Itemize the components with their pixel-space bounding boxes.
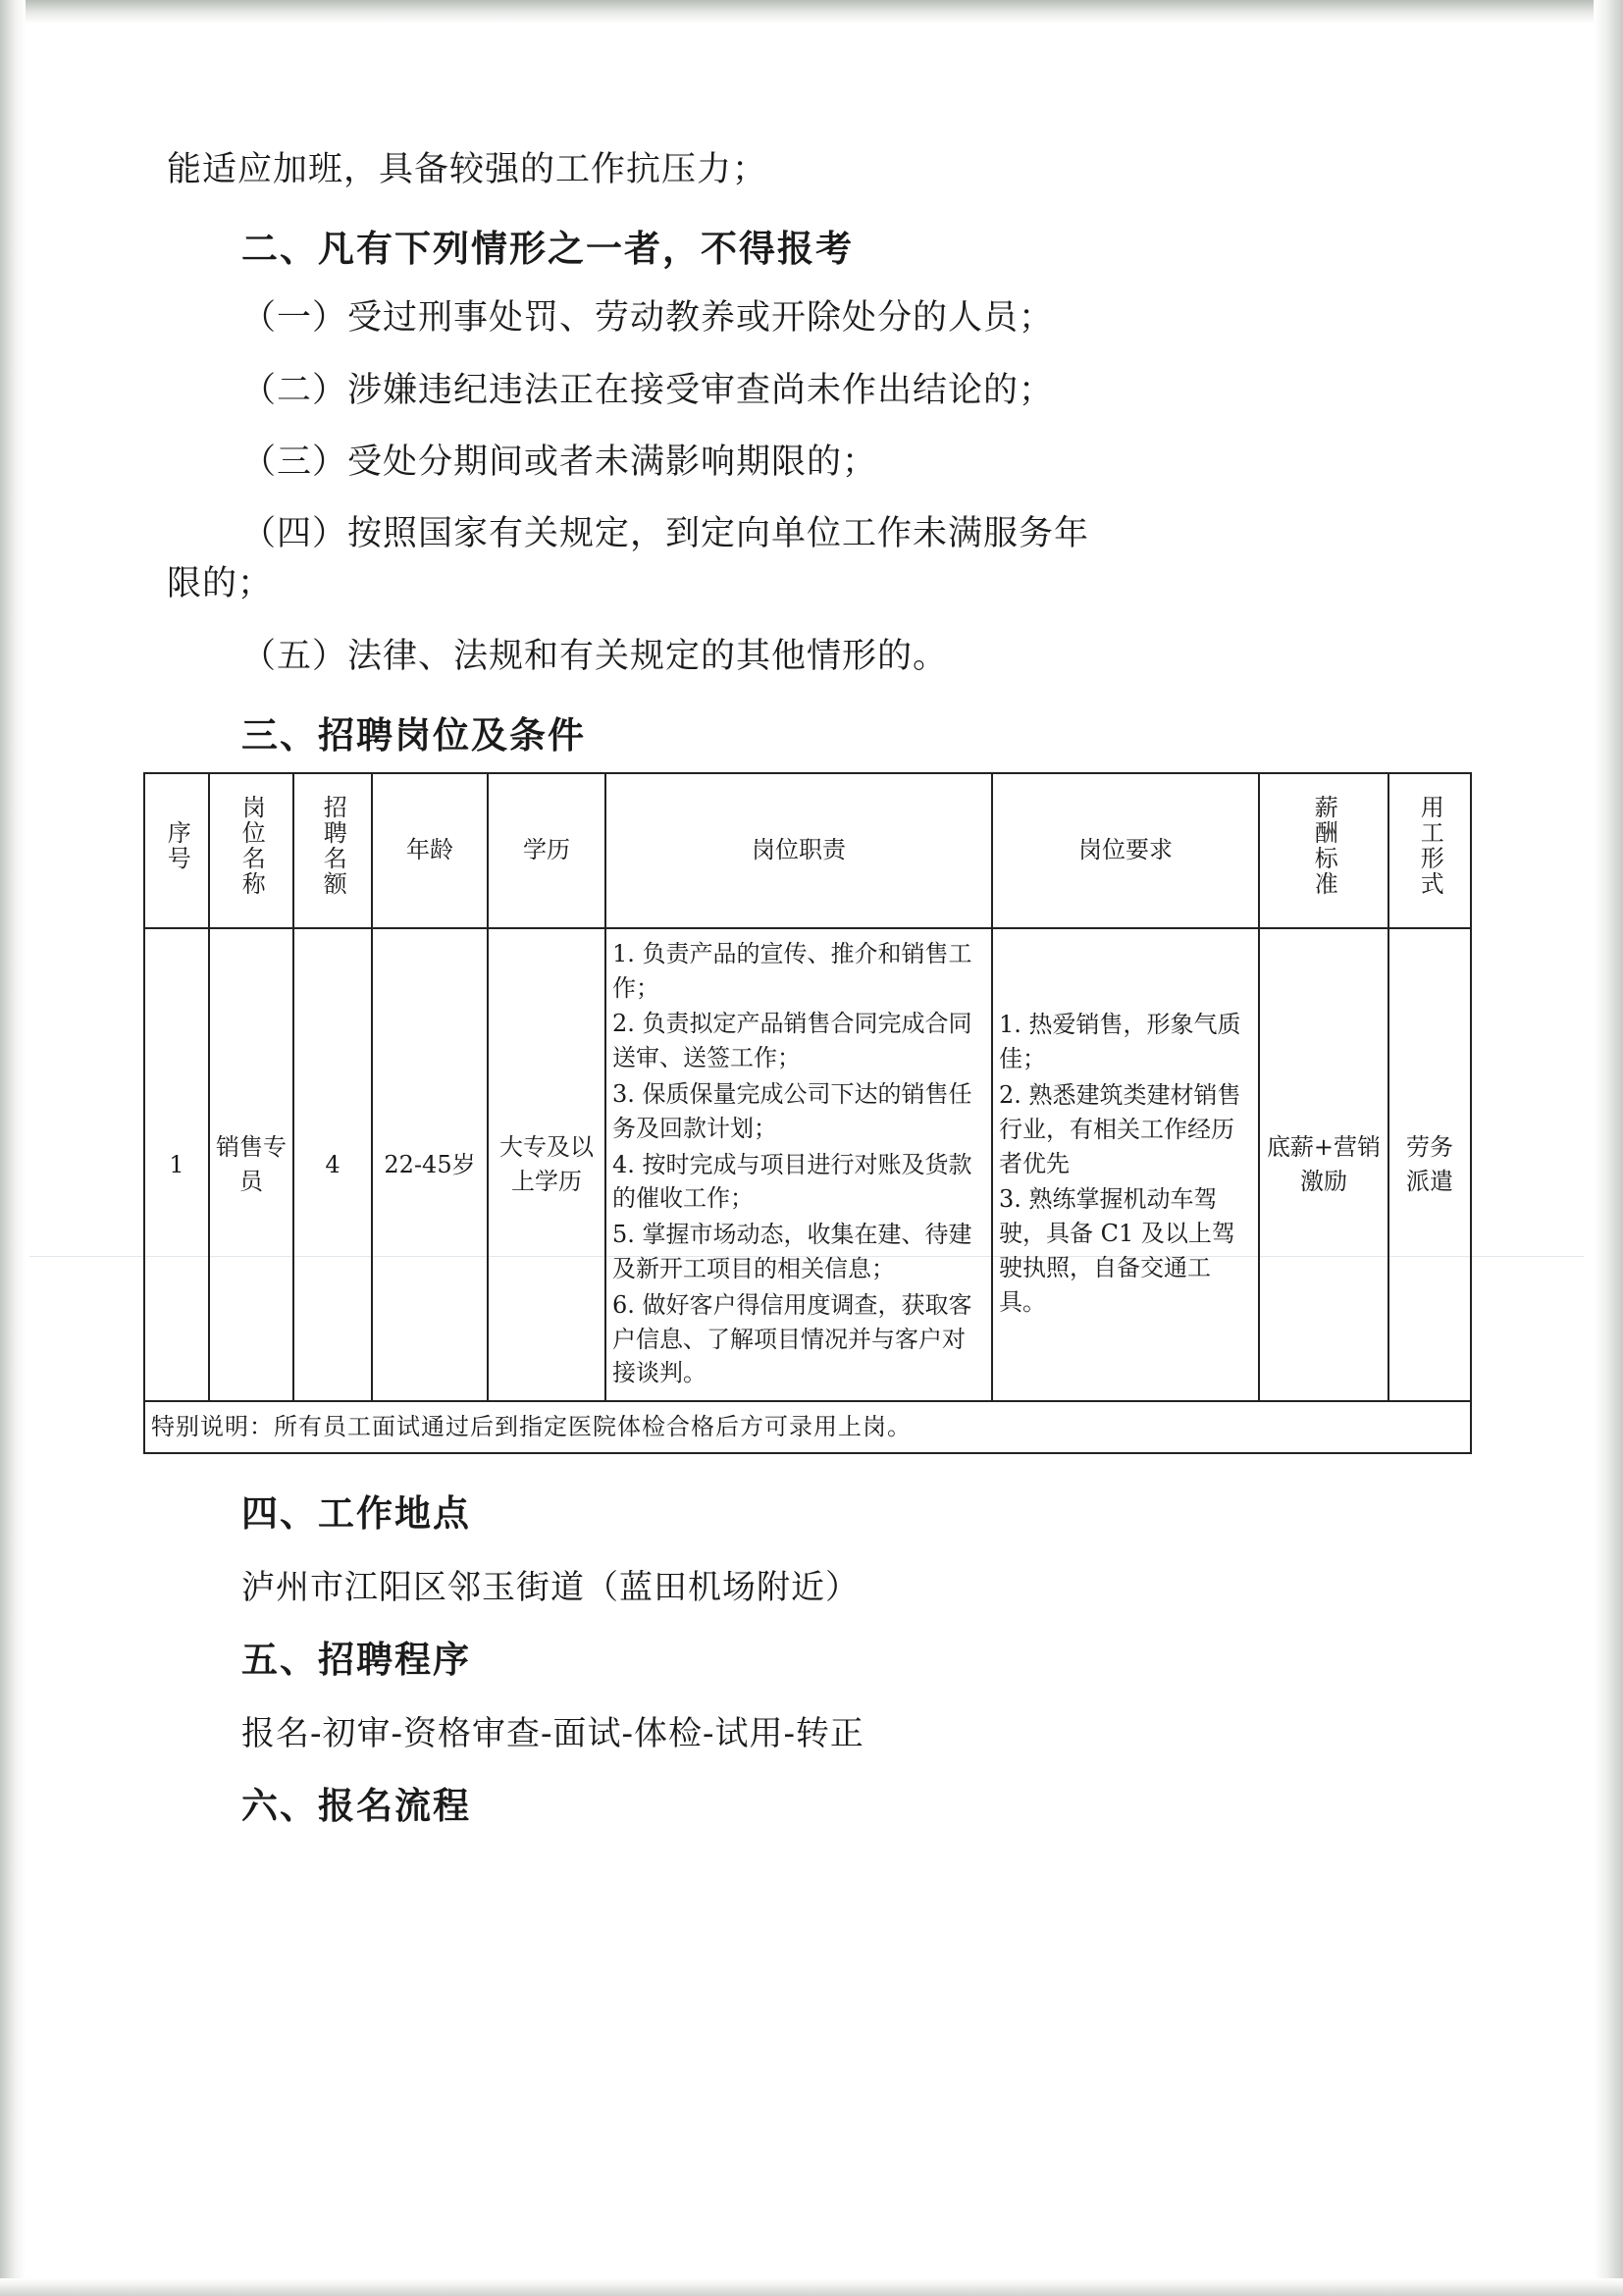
section-heading-6: 六、报名流程 (241, 1784, 471, 1827)
cell-education: 大专及以上学历 (488, 928, 605, 1401)
section-heading-4: 四、工作地点 (241, 1491, 471, 1535)
section2-item-3: （三）受处分期间或者未满影响期限的； (241, 442, 878, 482)
th-education: 学历 (488, 773, 605, 928)
recruitment-table (143, 772, 1472, 1454)
requirement-item: 1. 热爱销售，形象气质佳； (999, 1011, 1241, 1073)
section2-item-1: （一）受过刑事处罚、劳动教养或开除处分的人员； (241, 298, 1055, 339)
table-note: 特别说明：所有员工面试通过后到指定医院体检合格后方可录用上岗。 (144, 1401, 1471, 1453)
duty-item: 6. 做好客户得信用度调查，获取客户信息、了解项目情况并与客户对接谈判。 (612, 1290, 972, 1387)
table-note-row (144, 1401, 1471, 1453)
cell-quota: 4 (293, 928, 372, 1401)
cell-duties (605, 928, 992, 1401)
section-heading-5: 五、招聘程序 (241, 1638, 471, 1681)
th-position: 岗位名称 (209, 773, 293, 928)
duty-item: 4. 按时完成与项目进行对账及货款的催收工作； (612, 1150, 972, 1213)
document-content (151, 147, 1472, 1852)
th-quota: 招聘名额 (293, 773, 372, 928)
duty-item: 3. 保质保量完成公司下达的销售任务及回款计划； (612, 1079, 972, 1142)
section2-item-4: （四）按照国家有关规定，到定向单位工作未满服务年 (241, 514, 1090, 553)
th-requirements: 岗位要求 (992, 773, 1259, 928)
duty-item: 5. 掌握市场动态，收集在建、待建及新开工项目的相关信息； (612, 1221, 972, 1282)
page-edge-right (1594, 0, 1623, 2296)
page-edge-bottom (0, 2278, 1623, 2296)
table-row (144, 928, 1471, 1401)
requirement-item: 2. 熟悉建筑类建材销售行业，有相关工作经历者优先 (999, 1080, 1241, 1177)
section2-item-2: （二）涉嫌违纪违法正在接受审查尚未作出结论的； (241, 370, 1055, 410)
table-header (144, 773, 1471, 928)
section-heading-3: 三、招聘岗位及条件 (241, 713, 586, 757)
duty-item: 1. 负责产品的宣传、推介和销售工作； (612, 939, 972, 1002)
section5-text: 报名-初审-资格审查-面试-体检-试用-转正 (241, 1713, 864, 1753)
th-index: 序号 (144, 773, 209, 928)
th-duties: 岗位职责 (605, 773, 992, 928)
section2-item-4-cont: 限的； (167, 564, 274, 604)
th-age: 年龄 (372, 773, 488, 928)
cell-age: 22-45岁 (372, 928, 488, 1401)
cell-salary: 底薪+营销激励 (1259, 928, 1388, 1401)
table-body (144, 928, 1471, 1453)
section-heading-2: 二、凡有下列情形之一者，不得报考 (241, 228, 854, 271)
top-line: 能适应加班，具备较强的工作抗压力； (167, 150, 768, 189)
section2-item-5: （五）法律、法规和有关规定的其他情形的。 (241, 636, 949, 676)
cell-requirements (992, 928, 1259, 1401)
cell-index: 1 (144, 928, 209, 1401)
table-header-row (144, 773, 1471, 928)
th-employment: 用工形式 (1388, 773, 1471, 928)
page-edge-top (0, 0, 1623, 24)
cell-employment: 劳务派遣 (1388, 928, 1471, 1401)
cell-position: 销售专员 (209, 928, 293, 1401)
requirement-item: 3. 熟练掌握机动车驾驶，具备 C1 及以上驾驶执照，自备交通工具。 (999, 1185, 1235, 1316)
after-table-sections (167, 1484, 1472, 1829)
page-edge-left (0, 0, 26, 2296)
section4-text: 泸州市江阳区邻玉街道（蓝田机场附近） (241, 1567, 860, 1607)
th-salary: 薪酬标准 (1259, 773, 1388, 928)
duty-item: 2. 负责拟定产品销售合同完成合同送审、送签工作； (612, 1010, 972, 1072)
